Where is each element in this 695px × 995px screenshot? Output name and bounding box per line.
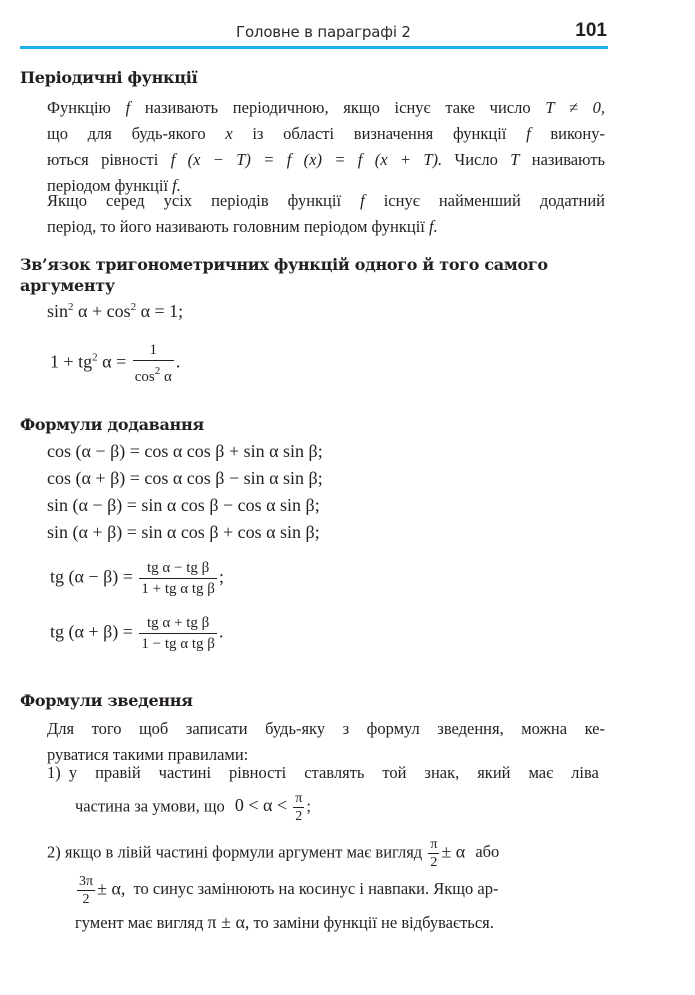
section-heading-relation: Зв’язок тригонометричних функцій одного й того самого [20, 255, 548, 274]
page-number: 101 [575, 20, 607, 41]
fraction-3pi-over-2: $\frac{3\pi}{2}$ [79, 874, 94, 907]
section-heading-addition: Формули додавання [20, 415, 204, 434]
fraction-pi-over-2: $\frac{\pi}{2}$ [430, 837, 438, 870]
formula-sin-difference: sin (α − β) = sin α cos β − cos α sin β; [47, 495, 320, 515]
rule-1-marker: 1) [47, 763, 61, 782]
fraction-pi-over-2: $\frac{\pi}{2}$ [295, 791, 303, 824]
formula-cos-difference: cos (α − β) = cos α cos β + sin α sin β; [47, 441, 323, 461]
fraction: $\frac{\text{tg α + tg β}}{\text{1 − tg α tg β}}$ [141, 615, 215, 652]
formula-cos-sum: cos (α + β) = cos α cos β − sin α sin β; [47, 468, 323, 488]
formula-sin-sum: sin (α + β) = sin α cos β + cos α sin β; [47, 522, 320, 542]
principal-period-paragraph: Якщо серед усіх періодів функції f існує найменший додатний період, то його називають головним періодом функції f. [47, 191, 605, 236]
formula-tg-difference: tg (α − β) = $\frac{\text{tg α − tg β}}{\text{1 + tg α tg β}}$ ; [50, 560, 224, 597]
section-heading-reduction: Формули зведення [20, 691, 193, 710]
rule-2-last-line: гумент має вигляд π ± α, то заміни функції не відбувається. [75, 912, 494, 932]
rule-1: 1) у правій частині рівності ставлять той знак, який має ліва [47, 763, 599, 782]
periodic-definition-paragraph: Функцію f називають періодичною, якщо існує таке число T ≠ 0, що для будь-якого x із області визначення функції f викону- ються рівності f (x − T) = f (x) = f (x + T). Число T називають періодом функції f. [47, 98, 606, 195]
formula-pythagorean-identity: $\sin^2 \alpha + \cos^2 \alpha = 1$; [47, 301, 184, 321]
section-heading-relation-cont: аргументу [20, 276, 115, 295]
formula-tangent-identity: $1 + tg^2$ α = $\frac{1}{\cos^2 \alpha}$ . [50, 342, 181, 385]
fraction: $\frac{\text{tg α − tg β}}{\text{1 + tg α tg β}}$ [141, 560, 215, 597]
formula-tg-sum: tg (α + β) = $\frac{\text{tg α + tg β}}{\text{1 − tg α tg β}}$ . [50, 615, 224, 652]
rule-2-marker: 2) [47, 842, 61, 862]
rule-2-continued: $\frac{3\pi}{2}$ ± α, то синус замінюють на косинус і навпаки. Якщо ар- [79, 874, 499, 907]
rule-2: 2) якщо в лівій частині формули аргумент має вигляд $\frac{\pi}{2}$ ± α або [47, 837, 500, 870]
rule-1-continued: частина за умови, що 0 < α < $\frac{\pi}{2}$ ; [75, 791, 311, 824]
reduction-intro-paragraph: Для того щоб записати будь-яку з формул зведення, можна ке- руватися такими правилами: [47, 719, 605, 764]
section-heading-periodic: Періодичні функції [20, 68, 198, 87]
header-divider [20, 46, 608, 49]
fraction: $\frac{1}{\cos^2 \alpha}$ [134, 342, 172, 385]
